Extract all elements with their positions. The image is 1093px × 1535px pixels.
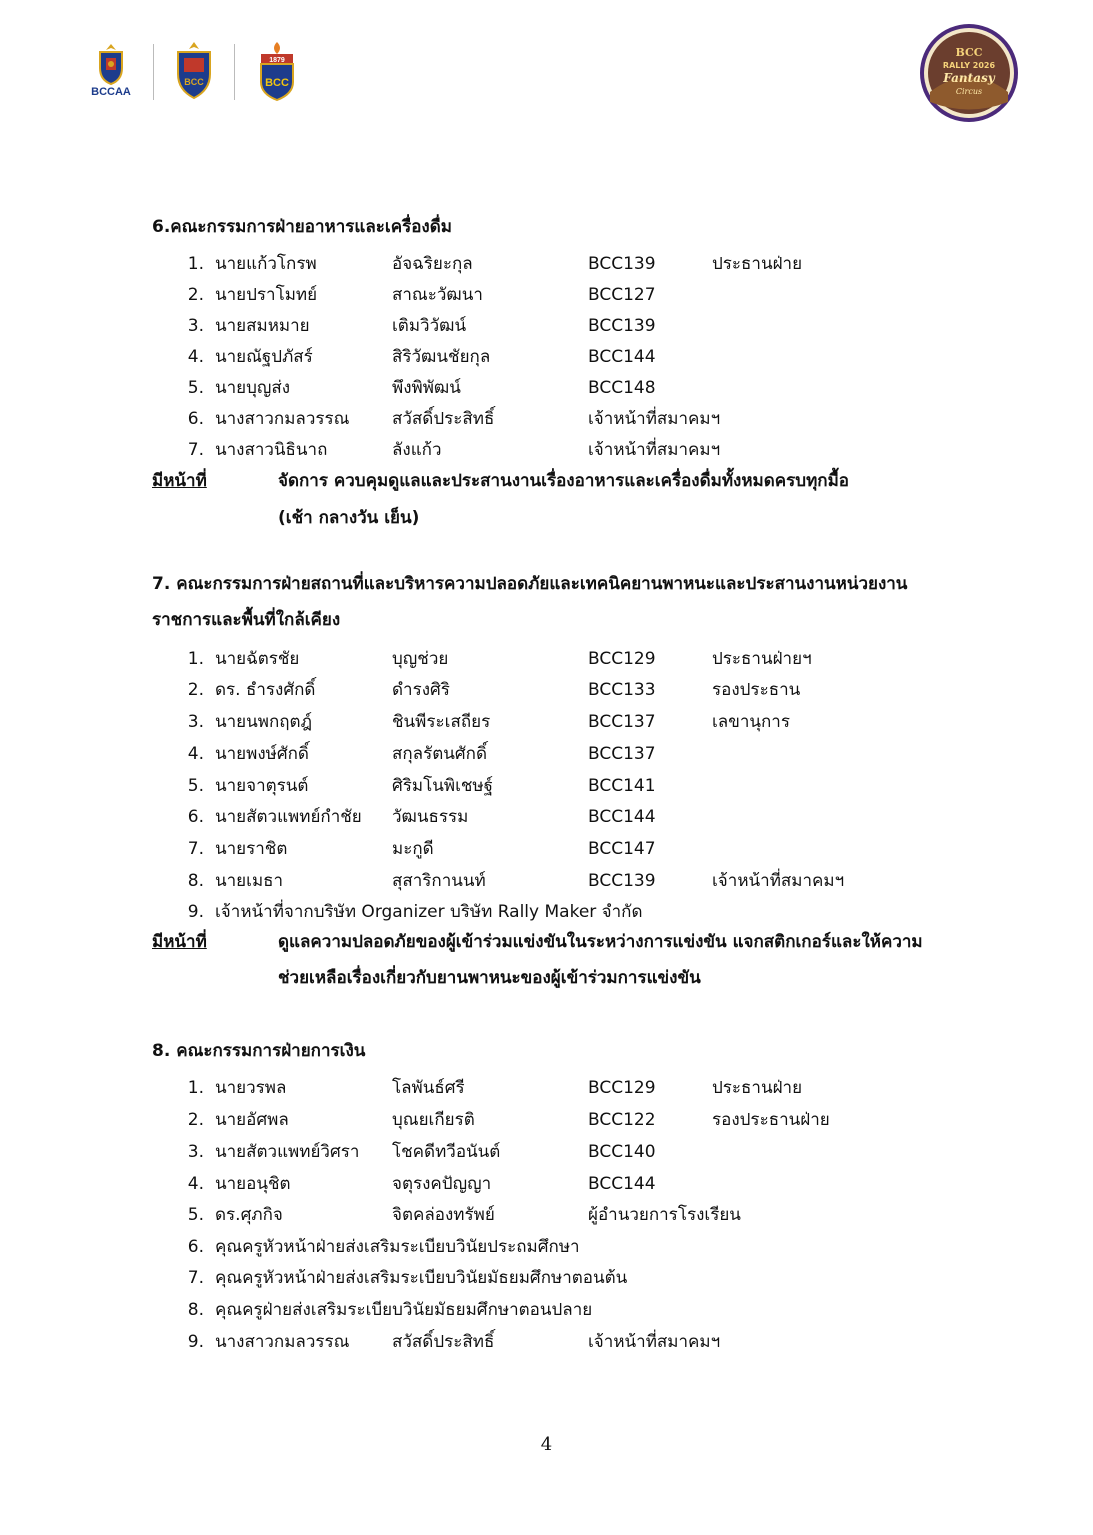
member-first-name: นายสัตวแพทย์กำชัย — [215, 807, 362, 827]
member-role: รองประธาน — [712, 680, 801, 700]
member-class: BCC139 — [588, 871, 656, 891]
member-first-name: นายพงษ์ศักดิ์ — [215, 744, 309, 764]
member-first-name: นายอนุชิต — [215, 1174, 291, 1194]
member-first-name: นายสัตวแพทย์วิศรา — [215, 1142, 360, 1162]
rally-logo-line: Fantasy — [943, 71, 995, 85]
bcc-1879-year: 1879 — [269, 57, 285, 64]
section-title: ราชการและพื้นที่ใกล้เคียง — [152, 610, 341, 630]
member-class: BCC144 — [588, 1174, 656, 1194]
member-class: เจ้าหน้าที่สมาคมฯ — [588, 409, 721, 429]
member-class: เจ้าหน้าที่สมาคมฯ — [588, 440, 721, 460]
member-first-name: นางสาวนิธินาถ — [215, 440, 328, 460]
member-class: BCC129 — [588, 1078, 656, 1098]
member-number: 1. — [187, 254, 204, 274]
member-first-name: นายแก้วโกรพ — [215, 254, 317, 274]
bcc-crest-text: BCC — [184, 77, 204, 87]
member-class: BCC122 — [588, 1110, 656, 1130]
member-number: 3. — [187, 712, 204, 732]
member-last-name: พึงพิพัฒน์ — [392, 378, 461, 398]
member-number: 2. — [187, 680, 204, 700]
member-number: 6. — [187, 409, 204, 429]
member-first-name: นายจาตุรนต์ — [215, 776, 309, 796]
duty-text-line: จัดการ ควบคุมดูแลและประสานงานเรื่องอาหารและเครื่องดื่มทั้งหมดครบทุกมื้อ — [278, 471, 849, 491]
member-number: 7. — [187, 440, 204, 460]
bccaa-logo — [80, 40, 142, 100]
member-last-name: จิตคล่องทรัพย์ — [392, 1205, 495, 1225]
member-class: BCC133 — [588, 680, 656, 700]
member-number: 7. — [187, 1268, 204, 1288]
bcc-1879-text: BCC — [265, 77, 289, 89]
member-number: 6. — [187, 807, 204, 827]
member-description: คุณครูหัวหน้าฝ่ายส่งเสริมระเบียบวินัยประถมศึกษา — [215, 1237, 580, 1257]
member-number: 2. — [187, 285, 204, 305]
duty-text-line: (เช้า กลางวัน เย็น) — [278, 508, 420, 528]
section-title: 8. คณะกรรมการฝ่ายการเงิน — [152, 1041, 366, 1061]
member-last-name: ลังแก้ว — [392, 440, 442, 460]
member-number: 4. — [187, 744, 204, 764]
rally-logo-line: RALLY 2026 — [942, 61, 996, 70]
member-class: BCC139 — [588, 316, 656, 336]
member-role: ประธานฝ่าย — [712, 1078, 803, 1098]
bcc-crest-logo — [172, 40, 216, 102]
member-last-name: เติมวิวัฒน์ — [392, 316, 467, 336]
member-last-name: ชินพีระเสถียร — [392, 712, 491, 732]
member-role: ประธานฝ่าย — [712, 254, 803, 274]
member-number: 3. — [187, 316, 204, 336]
member-last-name: บุญช่วย — [392, 649, 449, 669]
logo-divider — [153, 44, 154, 100]
member-number: 2. — [187, 1110, 204, 1130]
member-last-name: สิริวัฒนชัยกุล — [392, 347, 491, 367]
member-last-name: ศิริมโนพิเชษฐ์ — [392, 776, 494, 796]
duty-label: มีหน้าที่ — [152, 471, 207, 491]
member-number: 9. — [187, 902, 204, 922]
member-description: คุณครูหัวหน้าฝ่ายส่งเสริมระเบียบวินัยมัธยมศึกษาตอนต้น — [215, 1268, 628, 1288]
page-header — [0, 0, 1093, 130]
duty-label: มีหน้าที่ — [152, 932, 207, 952]
member-role: เลขานุการ — [712, 712, 790, 732]
member-last-name: สวัสดิ์ประสิทธิ์ — [392, 1332, 495, 1352]
member-last-name: วัฒนธรรม — [392, 807, 469, 827]
member-class: BCC144 — [588, 347, 656, 367]
rally-logo-line: BCC — [955, 46, 983, 59]
member-last-name: สวัสดิ์ประสิทธิ์ — [392, 409, 495, 429]
member-number: 1. — [187, 649, 204, 669]
member-first-name: นายปราโมทย์ — [215, 285, 318, 305]
member-first-name: นายณัฐปภัสร์ — [215, 347, 313, 367]
member-role: เจ้าหน้าที่สมาคมฯ — [712, 871, 845, 891]
member-first-name: นายสมหมาย — [215, 316, 310, 336]
member-first-name: นายอัศพล — [215, 1110, 289, 1130]
member-class: ผู้อำนวยการโรงเรียน — [588, 1205, 741, 1225]
member-description: เจ้าหน้าที่จากบริษัท Organizer บริษัท Rally Maker จำกัด — [215, 902, 643, 922]
bcc-rally-2026-logo — [918, 22, 1020, 124]
member-class: BCC127 — [588, 285, 656, 305]
member-number: 6. — [187, 1237, 204, 1257]
member-class: BCC137 — [588, 712, 656, 732]
member-number: 3. — [187, 1142, 204, 1162]
member-class: BCC144 — [588, 807, 656, 827]
member-last-name: ดำรงศิริ — [392, 680, 450, 700]
member-last-name: อัจฉริยะกุล — [392, 254, 473, 274]
member-number: 4. — [187, 1174, 204, 1194]
section-title: 7. คณะกรรมการฝ่ายสถานที่และบริหารความปลอดภัยและเทคนิคยานพาหนะและประสานงานหน่วยงาน — [152, 574, 908, 594]
member-role: รองประธานฝ่าย — [712, 1110, 830, 1130]
member-first-name: นางสาวกมลวรรณ — [215, 409, 350, 429]
member-number: 9. — [187, 1332, 204, 1352]
member-last-name: มะกูดี — [392, 839, 434, 859]
member-class: เจ้าหน้าที่สมาคมฯ — [588, 1332, 721, 1352]
member-first-name: ดร.ศุภกิจ — [215, 1205, 283, 1225]
duty-text-line: ช่วยเหลือเรื่องเกี่ยวกับยานพาหนะของผู้เข้าร่วมการแข่งขัน — [278, 968, 701, 988]
member-first-name: นายราชิต — [215, 839, 288, 859]
member-number: 5. — [187, 378, 204, 398]
member-description: คุณครูฝ่ายส่งเสริมระเบียบวินัยมัธยมศึกษาตอนปลาย — [215, 1300, 593, 1320]
member-first-name: นายวรพล — [215, 1078, 287, 1098]
member-number: 8. — [187, 871, 204, 891]
member-class: BCC141 — [588, 776, 656, 796]
member-class: BCC129 — [588, 649, 656, 669]
member-number: 1. — [187, 1078, 204, 1098]
page-number: 4 — [540, 1434, 553, 1455]
member-last-name: สกุลรัตนศักดิ์ — [392, 744, 488, 764]
member-class: BCC137 — [588, 744, 656, 764]
duty-text-line: ดูแลความปลอดภัยของผู้เข้าร่วมแข่งขันในระหว่างการแข่งขัน แจกสติกเกอร์และให้ความ — [278, 932, 923, 952]
member-number: 7. — [187, 839, 204, 859]
member-number: 4. — [187, 347, 204, 367]
bcc-1879-logo — [255, 40, 299, 102]
member-role: ประธานฝ่ายฯ — [712, 649, 812, 669]
rally-logo-line: Circus — [955, 87, 983, 96]
member-number: 8. — [187, 1300, 204, 1320]
member-last-name: สุสาริกานนท์ — [392, 871, 486, 891]
member-first-name: นายเมธา — [215, 871, 284, 891]
member-last-name: สาณะวัฒนา — [392, 285, 483, 305]
member-class: BCC140 — [588, 1142, 656, 1162]
member-class: BCC147 — [588, 839, 656, 859]
logo-divider — [234, 44, 235, 100]
section-title: 6.คณะกรรมการฝ่ายอาหารและเครื่องดื่ม — [152, 217, 452, 237]
member-first-name: ดร. ธำรงศักดิ์ — [215, 680, 316, 700]
member-number: 5. — [187, 776, 204, 796]
member-last-name: บุณยเกียรติ — [392, 1110, 475, 1130]
member-first-name: นางสาวกมลวรรณ — [215, 1332, 350, 1352]
member-first-name: นายนพกฤตฎ์ — [215, 712, 312, 732]
member-class: BCC148 — [588, 378, 656, 398]
bccaa-logo-text: BCCAA — [91, 86, 131, 98]
member-class: BCC139 — [588, 254, 656, 274]
member-number: 5. — [187, 1205, 204, 1225]
member-first-name: นายบุญส่ง — [215, 378, 291, 398]
member-last-name: โชคดีทวีอนันต์ — [392, 1142, 501, 1162]
member-first-name: นายฉัตรชัย — [215, 649, 300, 669]
member-last-name: จตุรงคปัญญา — [392, 1174, 492, 1194]
member-last-name: โลพันธ์ศรี — [392, 1078, 465, 1098]
